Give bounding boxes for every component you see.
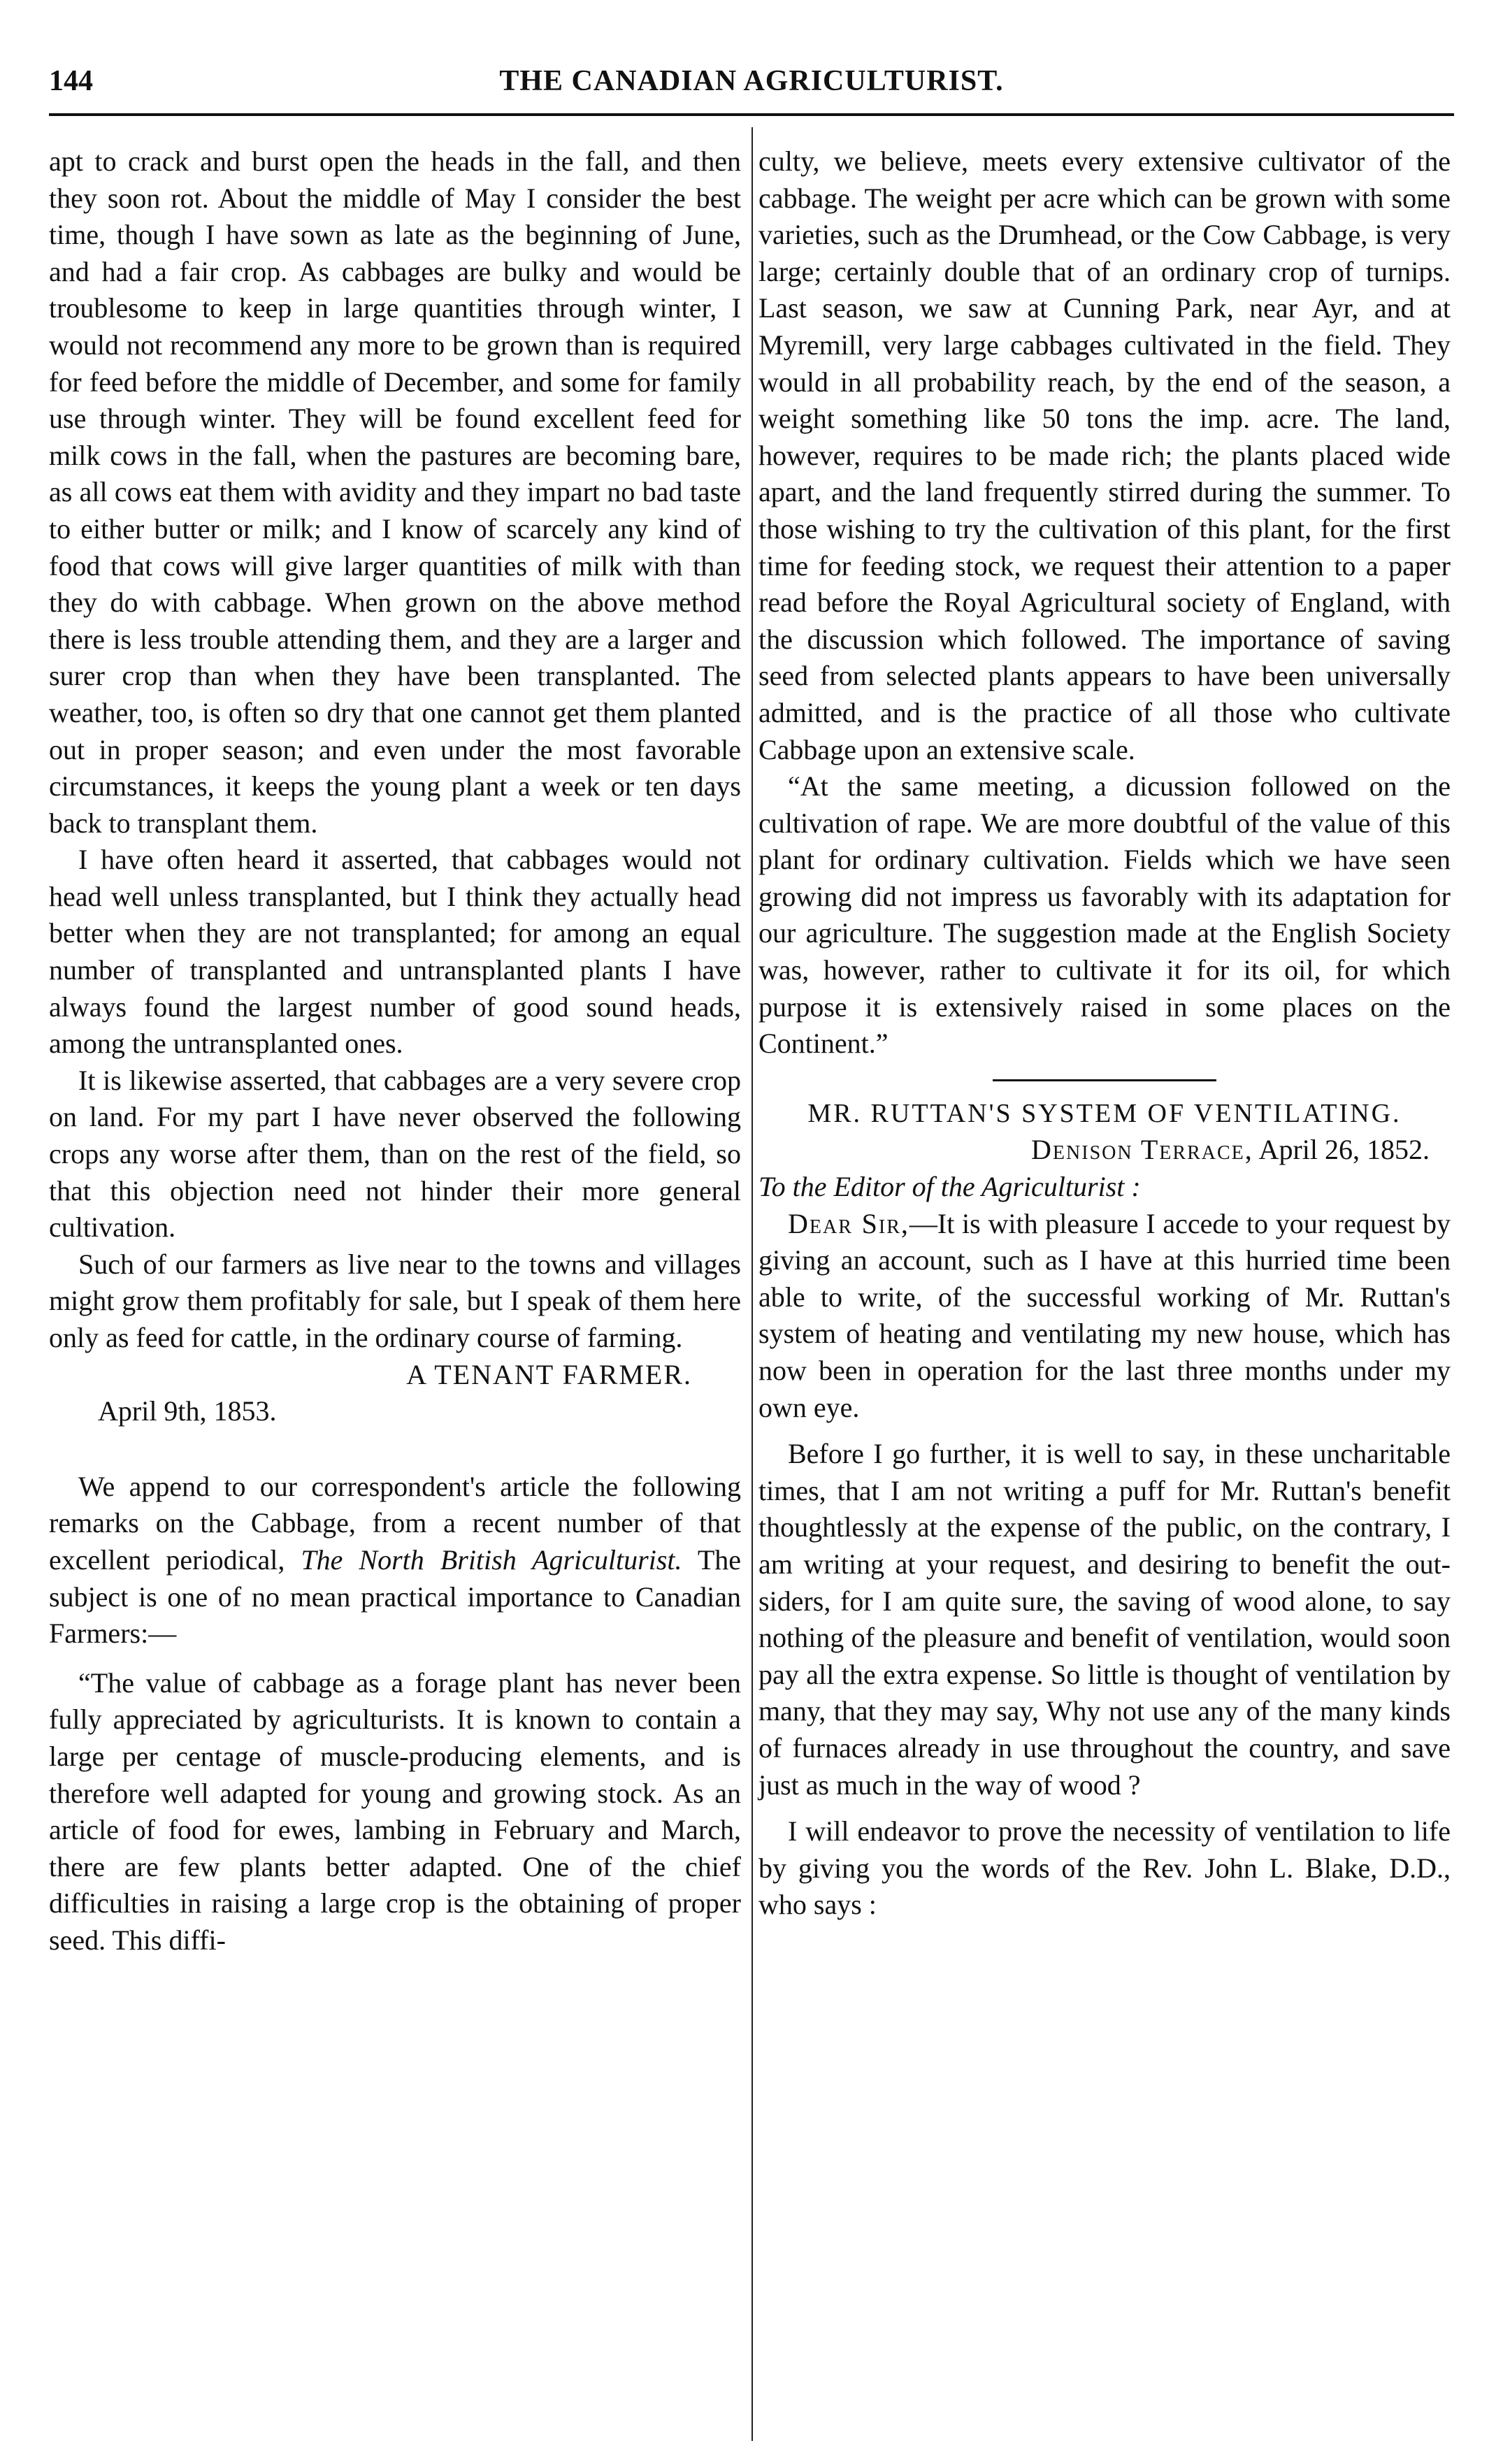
section-title: MR. RUTTAN'S SYSTEM OF VENTILATING.	[807, 1098, 1402, 1128]
paragraph: apt to crack and burst open the heads in the fall, and then they soon rot. About the middle of May I consider the best time, though I have sown as late as the beginning of June, and had a fair crop. As cabbages are bulky and would be troublesome to keep in large quantities through winter, I would not recommend any more to be grown than is required for feed before the middle of December, and some for family use through winter. They will be found excellent feed for milk cows in the fall, when the pastures are becoming bare, as all cows eat them with avidity and they impart no bad taste to either butter or milk; and I know of scarcely any kind of food that cows will give larger quantities of milk with than they do with cabbage. When grown on the above method there is less trouble attending them, and they are a larger and surer crop than when they have been transplanted. The weather, too, is often so dry that one cannot get them planted out in proper season; and even under the most favorable circumstances, it keeps the young plant a week or ten days back to transplant them.	[49, 145, 741, 839]
paragraph	[758, 1206, 1451, 1427]
letter-place: Denison Terrace,	[1031, 1134, 1253, 1166]
editor-note-text: The subject is one of no mean practical importance to Canadian Farmers:—	[49, 1543, 742, 1650]
paragraph: I have often heard it asserted, that cabbages would not head well unless transplanted, but I think they actually head better when they are not transplanted; for among an equal number of transplanted and untransplanted plants I have always found the largest number of good sound heads, among the untransplanted ones.	[49, 844, 741, 1060]
letter-date: April 9th, 1853.	[98, 1395, 277, 1427]
author-signature: A TENANT FARMER.	[406, 1358, 692, 1390]
editor-note	[49, 1469, 741, 1652]
quotation: “At the same meeting, a dicussion followed on the cultivation of rape. We are more doubtful of the value of this plant for ordinary cultivation. Fields which we have seen growing did not impress us favorably with its adaptation for our agriculture. The suggestion made at the English Society was, however, rather to cultivate it for its oil, for which purpose it is extensively raised in some places on the Continent.”	[758, 770, 1451, 1060]
paragraph: I will endeavor to prove the necessity of ventilation to life by giving you the words of the Rev. John L. Blake, D.D., who says :	[758, 1815, 1451, 1921]
letter-dateline	[758, 1132, 1451, 1169]
letter-date: April 26, 1852.	[1253, 1134, 1430, 1166]
right-column	[758, 143, 1451, 1924]
paragraph: Such of our farmers as live near to the towns and villages might grow them profitably for sale, but I speak of them here only as feed for cattle, in the ordinary course of farming.	[49, 1248, 741, 1353]
paragraph: Before I go further, it is well to say, in these uncharitable times, that I am not writing a puff for Mr. Ruttan's benefit thoughtlessly at the expense of the public, on the contrary, I am writing at your request, and desiring to benefit the out-siders, for I am quite sure, the saving of wood alone, to say nothing of the pleasure and benefit of ventilation, would soon pay all the extra expense. So little is thought of ventilation by many, that they may say, Why not use any of the many kinds of furnaces already in use throughout the country, and save just as much in the way of wood ?	[758, 1438, 1451, 1801]
page-number: 144	[49, 65, 93, 97]
periodical-title: The North British Agriculturist.	[301, 1543, 682, 1576]
journal-title: THE CANADIAN AGRICULTURIST.	[499, 65, 1004, 97]
column-divider	[752, 127, 753, 2441]
spacer	[49, 1430, 741, 1469]
paragraph: It is likewise asserted, that cabbages are a very severe crop on land. For my part I have never observed the following crops any worse after them, than on the rest of the field, so that this objection need not hinder their more general cultivation.	[49, 1064, 741, 1244]
section-rule	[993, 1079, 1216, 1081]
letter-address: To the Editor of the Agriculturist :	[758, 1171, 1141, 1203]
quotation: “The value of cabbage as a forage plant has never been fully appreciated by agriculturists. It is known to contain a large per centage of muscle-producing elements, and is therefore well adapted for young and growing stock. As an article of food for ewes, lambing in February and March, there are few plants better adapted. One of the chief difficulties in raising a large crop is the obtaining of proper seed. This diffi-	[49, 1666, 741, 1956]
running-header	[49, 64, 1454, 113]
paragraph-text: —It is with pleasure I accede to your request by giving an account, such as I have at this hurried time been able to write, of the successful working of Mr. Ruttan's system of heating and ventilating my new house, which has now been in operation for the last three months under my own eye.	[758, 1207, 1451, 1423]
left-column	[49, 143, 741, 1959]
editor-note-text: We append to our correspondent's article the following remarks on the Cabbage, from a recent number of that excellent periodical,	[49, 1470, 741, 1576]
salutation: Dear Sir,	[788, 1207, 909, 1239]
paragraph: culty, we believe, meets every extensive cultivator of the cabbage. The weight per acre which can be grown with some varieties, such as the Drumhead, or the Cow Cabbage, is very large; certainly double that of an ordinary crop of turnips. Last season, we saw at Cunning Park, near Ayr, and at Myremill, very large cabbages cultivated in the field. They would in all probability reach, by the end of the season, a weight something like 50 tons the imp. acre. The land, however, requires to be made rich; the plants placed wide apart, and the land frequently stirred during the summer. To those wishing to try the cultivation of this plant, for the first time for feeding stock, we request their attention to a paper read before the Royal Agricultural society of England, with the discussion which followed. The importance of saving seed from selected plants appears to have been universally admitted, and is the practice of all those who cultivate Cabbage upon an extensive scale.	[758, 145, 1451, 765]
header-rule	[49, 113, 1454, 116]
